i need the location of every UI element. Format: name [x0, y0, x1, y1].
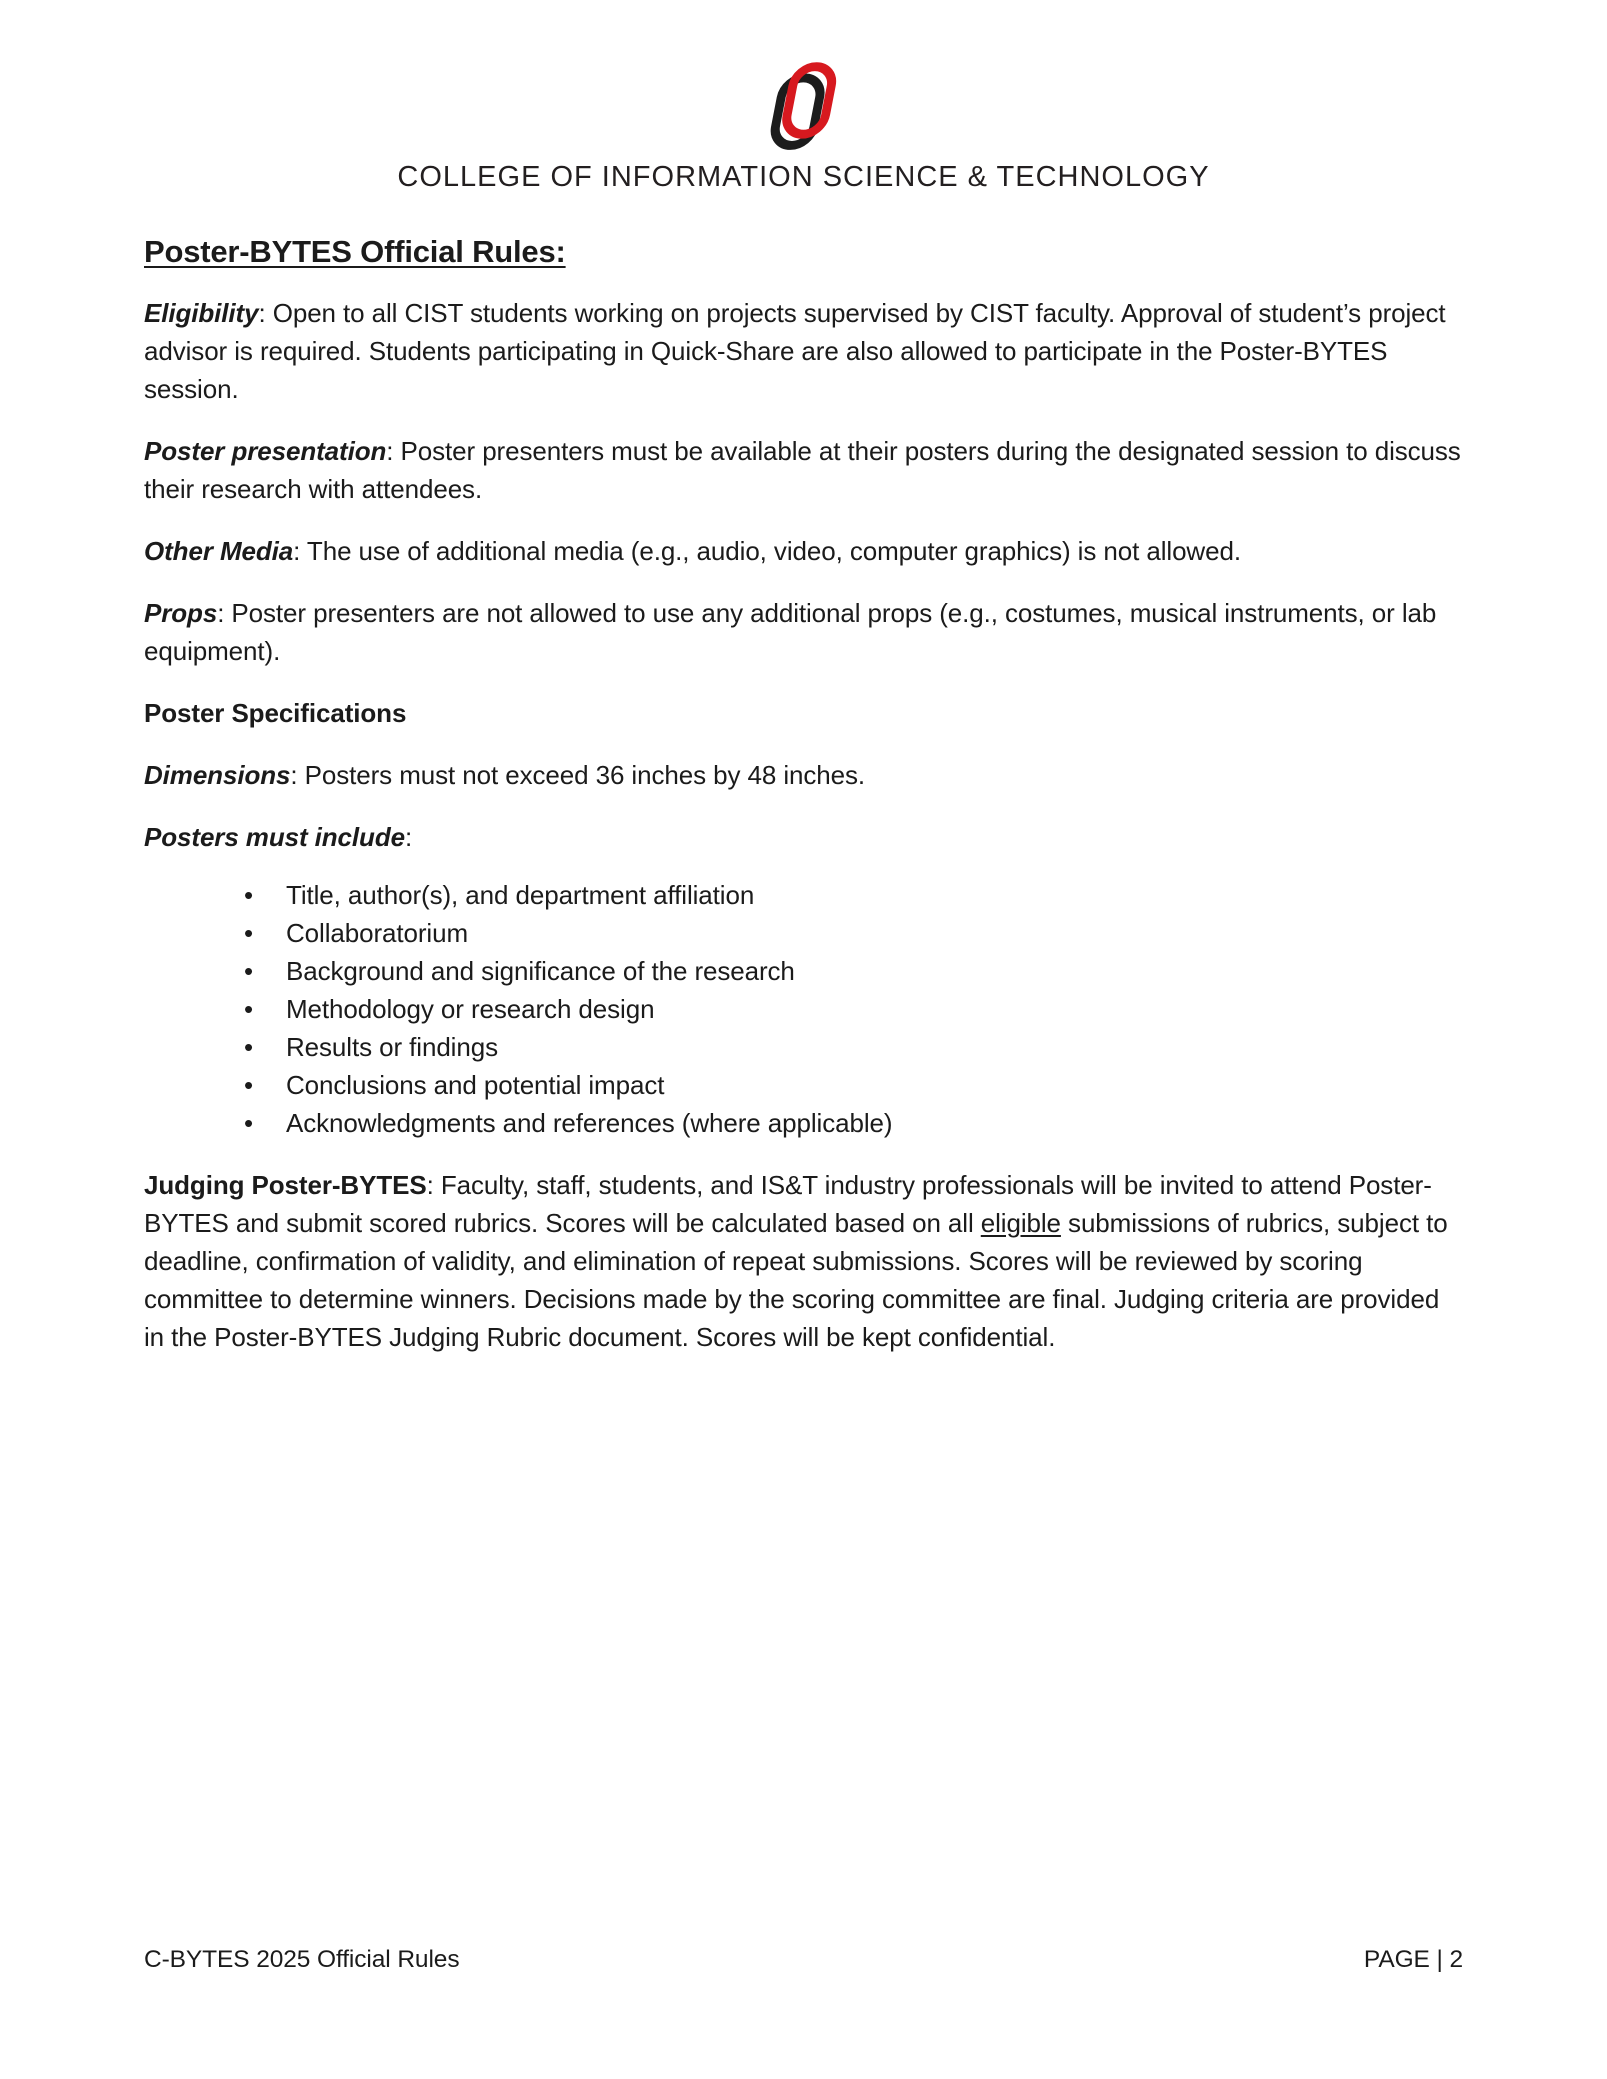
- bullet-icon: •: [244, 1070, 254, 1100]
- list-item-text: Acknowledgments and references (where applicable): [286, 1108, 893, 1138]
- bullet-icon: •: [244, 956, 254, 986]
- paragraph-text: : The use of additional media (e.g., audio, video, computer graphics) is not allowed.: [293, 536, 1241, 566]
- college-name: COLLEGE OF INFORMATION SCIENCE & TECHNOLOGY: [397, 161, 1210, 193]
- bullet-icon: •: [244, 880, 254, 910]
- paragraph-props: [144, 594, 1463, 670]
- footer-page-number: PAGE | 2: [1363, 1946, 1463, 1973]
- paragraph-lead: Judging Poster-BYTES: [144, 1170, 427, 1200]
- page-title: Poster-BYTES Official Rules:: [144, 234, 566, 269]
- document-header: [144, 62, 1463, 194]
- list-item: [240, 1104, 1463, 1142]
- paragraph-text: :: [404, 822, 413, 852]
- list-item-text: Collaboratorium: [286, 918, 469, 948]
- list-item: [240, 1066, 1463, 1104]
- list-item-text: Background and significance of the research: [286, 956, 795, 986]
- paragraph-lead: Poster presentation: [144, 436, 387, 466]
- bullet-icon: •: [244, 994, 254, 1024]
- list-item-text: Title, author(s), and department affiliation: [286, 880, 755, 910]
- paragraph-text: : Faculty, staff, students, and IS&T industry professionals will be invited to attend Poster-BYTES and submit scored rubrics. Scores will be calculated based on all: [144, 1170, 1432, 1238]
- paragraph-other-media: [144, 532, 1463, 570]
- footer-document-title: C-BYTES 2025 Official Rules: [144, 1946, 460, 1973]
- paragraph-text: : Poster presenters are not allowed to use any additional props (e.g., costumes, musical instruments, or lab equipment).: [144, 598, 1437, 666]
- list-item: [240, 876, 1463, 914]
- list-item: [240, 990, 1463, 1028]
- list-item-text: Results or findings: [286, 1032, 498, 1062]
- paragraph-judging: [144, 1166, 1463, 1356]
- list-item-text: Conclusions and potential impact: [286, 1070, 665, 1100]
- bullet-icon: •: [244, 1032, 254, 1062]
- bullet-icon: •: [244, 918, 254, 948]
- underlined-word: eligible: [980, 1208, 1061, 1238]
- paragraph-text: submissions of rubrics, subject to deadline, confirmation of validity, and elimination of repeat submissions. Scores will be reviewed by scoring committee to determine winners. Decisions made by the scoring committee are final. Judging criteria are provided in the Poster-BYTES Judging Rubric document. Scores will be kept confidential.: [144, 1208, 1448, 1352]
- paragraph-dimensions: [144, 756, 1463, 794]
- list-item: [240, 952, 1463, 990]
- paragraph-lead: Posters must include: [144, 822, 405, 852]
- heading-poster-specifications: [144, 694, 1463, 732]
- list-item-text: Methodology or research design: [286, 994, 655, 1024]
- paragraph-lead: Dimensions: [144, 760, 291, 790]
- paragraph-eligibility: [144, 294, 1463, 408]
- list-item: [240, 914, 1463, 952]
- paragraph-text: : Posters must not exceed 36 inches by 48 inches.: [290, 760, 866, 790]
- paragraph-lead: Props: [144, 598, 218, 628]
- paragraph-lead: Other Media: [144, 536, 294, 566]
- paragraph-text: : Poster presenters must be available at their posters during the designated session to discuss their research with attendees.: [144, 436, 1461, 504]
- paragraph-poster-presentation: [144, 432, 1463, 508]
- list-item: [240, 1028, 1463, 1066]
- paragraph-lead: Eligibility: [144, 298, 259, 328]
- section-heading: Poster Specifications: [144, 698, 407, 728]
- bullet-icon: •: [244, 1108, 254, 1138]
- uno-o-logo-icon: [767, 62, 841, 152]
- document-footer: [144, 1946, 1463, 1974]
- poster-requirements-list: [144, 876, 1463, 1142]
- paragraph-text: : Open to all CIST students working on projects supervised by CIST faculty. Approval of student’s project advisor is required. Students participating in Quick-Share are also allowed to participate in the Poster-BYTES session.: [144, 298, 1446, 404]
- paragraph-posters-must-include: [144, 818, 1463, 856]
